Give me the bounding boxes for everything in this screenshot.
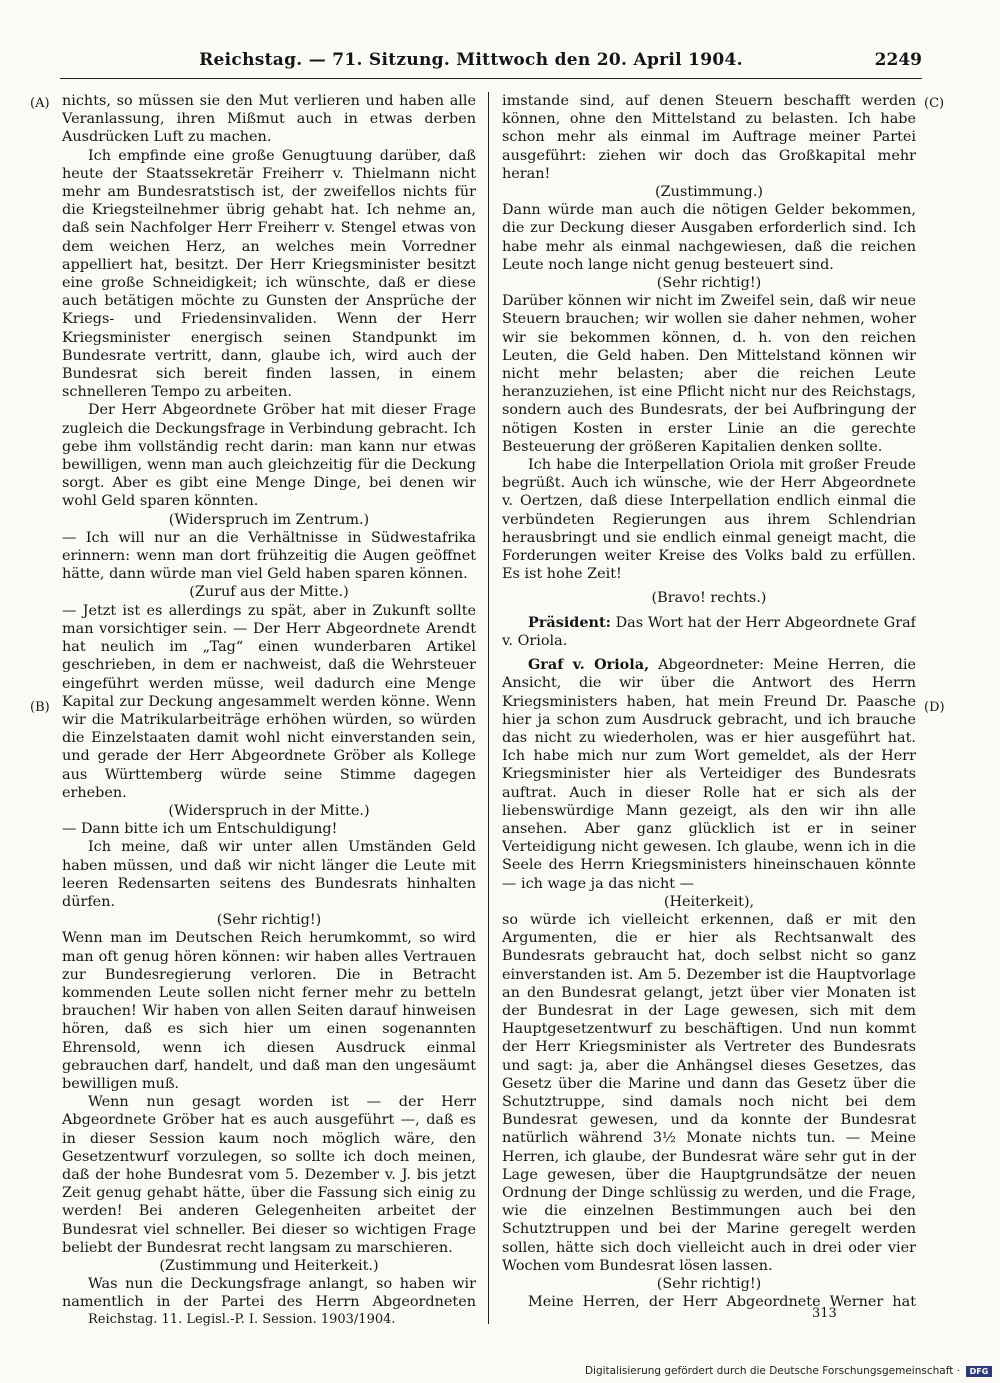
interjection: (Bravo! rechts.) [651, 590, 767, 607]
interjection: (Widerspruch im Zentrum.) [168, 511, 370, 528]
paragraph: — Jetzt ist es allerdings zu spät, aber in Zukunft sollte man vorsichtiger sein. — Der Herr Abgeordnete Arendt hat neulich im „Tag“ einen wunderbaren Artikel geschrieben, in dem er nachweist, daß die Wehrsteuer eingeführt werden müsse, weil dadurch eine Menge Kapital zur Deckung angesammelt werden könne. Wenn wir die Matrikularbeiträge erhöhen würden, so würden die Einzelstaaten damit wohl nicht einverstanden sein, und gerade der Herr Abgeordnete Gröber als Kollege aus Württemberg würde seine Stimme dagegen erheben. [62, 602, 476, 801]
paragraph: Meine Herren, der Herr Abgeordnete Werner hat [528, 1294, 916, 1310]
paragraph: — Ich will nur an die Verhältnisse in Südwestafrika erinnern: wenn man dort frühzeitig die Augen geöffnet hätte, dann würde man viel Geld haben sparen können. [62, 529, 476, 583]
dfg-logo-icon: DFG [966, 1366, 992, 1377]
paragraph: nichts, so müssen sie den Mut verlieren und haben alle Veranlassung, ihren Mißmut auch in etwas derben Ausdrücken Luft zu machen. [62, 93, 476, 146]
margin-mark-c: (C) [924, 96, 945, 111]
footer-session: Reichstag. 11. Legisl.-P. I. Session. 1903/1904. [88, 1312, 396, 1327]
interjection: (Sehr richtig!) [656, 1276, 762, 1292]
interjection: (Sehr richtig!) [656, 275, 762, 292]
digitization-credit [585, 1365, 992, 1377]
interjection: (Widerspruch in der Mitte.) [168, 802, 370, 819]
interjection: (Heiterkeit), [663, 893, 755, 910]
paragraph: Darüber können wir nicht im Zweifel sein, daß wir neue Steuern brauchen; wir wollen sie daher nehmen, woher wir sie bekommen können, d. h. von den reichen Leuten, die Geld haben. Den Mittelstand können wir nicht mehr belasten; aber die reichen Leute heranzuziehen, ist eine Pflicht nicht nur des Reichstags, sondern auch des Bundesrats, der bei Aufbringung der nötigen Kosten in erster Linie an die gerechte Besteuerung der größeren Kapitalien denken sollte. [502, 293, 916, 455]
paragraph: Wenn man im Deutschen Reich herumkommt, so wird man oft genug hören können: wir haben alles Vertrauen zur Bundesregierung verloren. Die in Betracht kommenden Leute sollen nicht ferner mehr zu betteln brauchen! Wir haben von allen Seiten darauf hinweisen hören, daß es sich hier um einen sogenannten Ehrensold, wenn ich diesen Ausdruck einmal gebrauchen darf, handelt, und daß man den ungesäumt bewilligen muß. [62, 930, 476, 1092]
margin-mark-d: (D) [924, 700, 945, 715]
speaker-oriola: Graf v. Oriola, [528, 656, 650, 674]
margin-mark-a: (A) [30, 96, 50, 111]
credit-text: Digitalisierung gefördert durch die Deutsche Forschungsgemeinschaft · [584, 1365, 960, 1377]
running-title: Reichstag. — 71. Sitzung. Mittwoch den 20. April 1904. [199, 50, 743, 70]
paragraph: Ich empfinde eine große Genugtuung darüber, daß heute der Staatssekretär Freiherr v. Thielmann nicht mehr am Bundesratstisch ist, der zweifellos nichts für die Kriegsteilnehmer übrig gehabt hat. Ich nehme an, daß sein Nachfolger Herr Freiherr v. Stengel etwas von dem weichen Herz, an welches mein Vorredner appelliert hat, besitzt. Der Herr Kriegsminister besitzt eine große Schneidigkeit; ich wünschte, daß er diese auch betätigen möchte zu Gunsten der Ansprüche der Kriegs- und Friedensinvaliden. Wenn der Herr Kriegsminister energisch seinen Standpunkt im Bundesrate vertritt, dann, glaube ich, wird auch der Bundesrat sich bereit finden lassen, in einem schnelleren Tempo zu arbeiten. [62, 147, 476, 401]
paragraph: Wenn nun gesagt worden ist — der Herr Abgeordnete Gröber hat es auch ausgeführt —, daß es in dieser Session kaum noch möglich wäre, den Gesetzentwurf vorzulegen, so sollte ich doch meinen, daß der hohe Bundesrat vom 5. Dezember v. J. bis jetzt Zeit genug gehabt hätte, über die Fassung sich einig zu werden! Bei anderen Gelegenheiten arbeitet der Bundesrat viel schneller. Bei dieser so wichtigen Frage beliebt der Bundesrat recht langsam zu marschieren. [62, 1094, 476, 1256]
interjection: (Zustimmung.) [655, 184, 763, 201]
speaker-president: Präsident: [528, 613, 611, 631]
president-text: Das Wort hat der Herr Abgeordnete Graf v. Oriola. [502, 614, 916, 649]
interjection: (Sehr richtig!) [216, 912, 322, 929]
oriola-text: Abgeordneter: Meine Herren, die Ansicht, die wir über die Antwort des Herrn Kriegsministers haben, hat mein Freund Dr. Paasche hier ja schon zum Ausdruck gebracht, und ich brauche das nicht zu wiederholen, was er hier ausgeführt hat. Ich habe mich nur zum Wort gemeldet, als der Herr Kriegsminister hier als Verteidiger des Bundesrats auftrat. Auch in dieser Rolle hat er sich als der liebenswürdige Mann gezeigt, als den wir ihn alle ansehen. Aber ganz glücklich ist er in seiner Verteidigung nicht gewesen. Ich glaube, wenn ich in die Seele des Herrn Kriegsministers hineinschauen könnte — ich wage ja das nicht — [502, 657, 916, 892]
left-column [62, 92, 476, 1310]
president-paragraph [502, 614, 916, 650]
interjection: (Zustimmung und Heiterkeit.) [159, 1258, 379, 1274]
paragraph: so würde ich vielleicht erkennen, daß er mit den Argumenten, die er hier als Rechtsanwalt des Bundesrats gebraucht hat, doch selbst nicht so ganz einverstanden ist. Am 5. Dezember ist die Hauptvorlage an den Bundesrat gelangt, jetzt über vier Monaten ist der Bundesrat in der Lage gewesen, sich mit dem Hauptgesetzentwurf zu beschäftigen. Und nun kommt der Herr Kriegsminister als Vertreter des Bundesrats und sagt: ja, aber die Anhängsel dieses Gesetzes, das Gesetz über die Marine und dann das Gesetz über die Schutztruppe, sind damals noch nicht bei dem Bundesrat gewesen, und da konnte der Bundesrat natürlich während 3½ Monate nichts tun. — Meine Herren, ich glaube, der Bundesrat wäre sehr gut in der Lage gewesen, über die Hauptgrundsätze der neuen Ordnung der Dinge schlüssig zu werden, und die Frage, wie die einzelnen Bestimmungen auch bei den Schutztruppen und bei der Marine geregelt werden sollen, hätte sich doch vielleicht auch in drei oder vier Wochen vom Bundesrat lösen lassen. [502, 911, 916, 1274]
interjection: (Zuruf aus der Mitte.) [189, 584, 349, 601]
page-number: 2249 [874, 50, 922, 70]
paragraph: — Dann bitte ich um Entschuldigung! [62, 821, 338, 838]
paragraph: imstande sind, auf denen Steuern beschafft werden können, ohne den Mittelstand zu belasten. Ich habe schon mehr als einmal im Auftrage meiner Partei ausgeführt: ziehen wir doch das Großkapital mehr heran! [502, 93, 916, 182]
paragraph: Ich meine, daß wir unter allen Umständen Geld haben müssen, und daß wir nicht länger die Leute mit leeren Redensarten seitens des Bundesrats hinhalten dürfen. [62, 839, 476, 910]
paragraph: Dann würde man auch die nötigen Gelder bekommen, die zur Deckung dieser Ausgaben erforderlich sind. Ich habe mehr als einmal nachgewiesen, daß die reichen Leute noch lange nicht genug besteuert sind. [502, 202, 916, 273]
margin-mark-b: (B) [30, 700, 50, 715]
paragraph: Was nun die Deckungsfrage anlangt, so haben wir namentlich in der Partei des Herrn Abgeordneten [62, 1276, 476, 1310]
footer-sheet-number: 313 [812, 1306, 837, 1321]
column-divider [488, 92, 489, 1324]
oriola-paragraph [502, 656, 916, 893]
right-column [502, 92, 916, 1310]
paragraph: Der Herr Abgeordnete Gröber hat mit dieser Frage zugleich die Deckungsfrage in Verbindung gebracht. Ich gebe ihm vollständig recht darin: man kann nur etwas bewilligen, wenn man auch gleichzeitig für die Deckung sorgt. Aber es gibt eine Menge Dinge, bei denen wir wohl Geld sparen könnten. [62, 402, 476, 510]
page-header [60, 50, 922, 79]
paragraph: Ich habe die Interpellation Oriola mit großer Freude begrüßt. Auch ich wünsche, wie der Herr Abgeordnete v. Oertzen, daß diese Interpellation endlich einmal die verbündeten Regierungen aus ihrem Schlendrian herausbringt und sie endlich einmal geneigt macht, die Forderungen weiter Kreise des Volks bald zu erfüllen. Es ist hohe Zeit! [502, 457, 916, 583]
